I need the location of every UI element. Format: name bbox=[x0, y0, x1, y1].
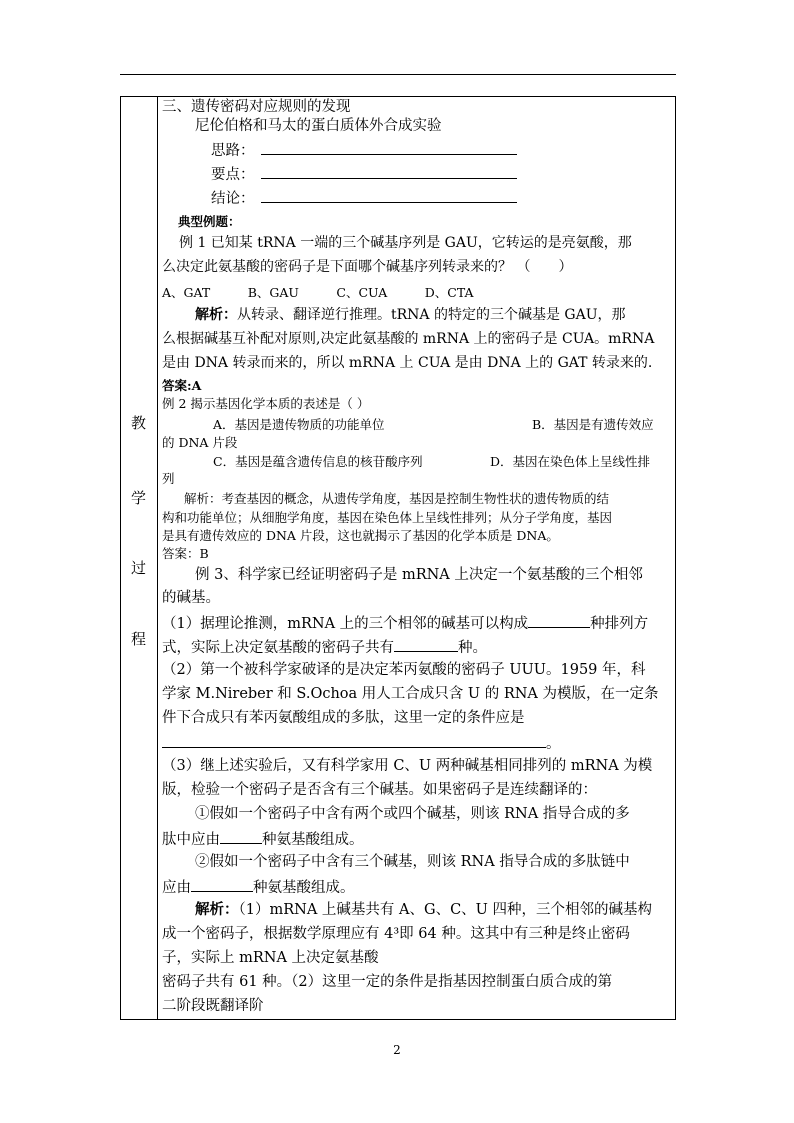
ex3-part3: 版，检验一个密码子是否含有三个碱基。如果密码子是连续翻译的： bbox=[162, 782, 597, 798]
ex3-part1-text: 种排列方 bbox=[590, 616, 649, 632]
conclusion-label: 结论： bbox=[211, 191, 255, 207]
ex3-part2: （2）第一个被科学家破译的是决定苯丙氨酸的密码子 UUU。1959 年，科 bbox=[162, 662, 646, 678]
section-title: 三、遗传密码对应规则的发现 bbox=[162, 99, 351, 115]
answer-blank bbox=[162, 733, 546, 748]
ex3-part1-text: 式，实际上决定氨基酸的密码子共有 bbox=[162, 640, 394, 656]
ex3-part3-text: 种氨基酸组成。 bbox=[262, 832, 364, 848]
ex3-intro: 例 3、科学家已经证明密码子是 mRNA 上决定一个氨基酸的三个相邻 bbox=[195, 567, 643, 583]
ex2-option-c: C．基因是蕴含遗传信息的核苷酸序列 bbox=[213, 454, 423, 469]
thinking-line bbox=[211, 140, 517, 160]
ex3-part1 bbox=[162, 637, 487, 657]
side-label-char: 过 bbox=[130, 559, 146, 577]
ex3-part3 bbox=[162, 829, 364, 849]
ex2-option-d: D．基因在染色体上呈线性排 bbox=[490, 454, 651, 469]
ex3-part2-answer bbox=[162, 733, 561, 753]
ex1-question: 么决定此氨基酸的密码子是下面哪个碱基序列转录来的？ （ ） bbox=[162, 259, 573, 275]
ex3-part2: 件下合成只有苯丙氨酸组成的多肽，这里一定的条件应是 bbox=[162, 710, 525, 726]
ex2-option-a: A．基因是遗传物质的功能单位 bbox=[213, 417, 385, 432]
ex3-analysis bbox=[195, 901, 652, 919]
side-label-char: 学 bbox=[130, 489, 146, 507]
section-subtitle: 尼伦伯格和马太的蛋白质体外合成实验 bbox=[195, 118, 442, 134]
ex1-options: A、GAT B、GAU C、CUA D、CTA bbox=[162, 285, 474, 300]
ex1-question: 例 1 已知某 tRNA 一端的三个碱基序列是 GAU，它转运的是亮氨酸，那 bbox=[179, 235, 632, 251]
ex2-option-b: 的 DNA 片段 bbox=[162, 435, 238, 450]
ex3-part2: 学家 M.Nireber 和 S.Ochoa 用人工合成只含 U 的 RNA 为模版，在一定条 bbox=[162, 686, 659, 702]
ex3-intro: 的碱基。 bbox=[162, 590, 220, 606]
ex1-analysis-label: 解析： bbox=[195, 307, 237, 323]
thinking-label: 思路： bbox=[211, 143, 255, 159]
ex3-analysis: 二阶段既翻译阶 bbox=[162, 998, 264, 1014]
ex2-analysis: 解析：考查基因的概念，从遗传学角度，基因是控制生物性状的遗传物质的结 bbox=[184, 491, 610, 506]
points-line bbox=[211, 164, 517, 184]
ex1-analysis bbox=[195, 306, 626, 324]
points-label: 要点： bbox=[211, 167, 255, 183]
ex3-analysis-label: 解析： bbox=[195, 901, 239, 918]
typical-heading: 典型例题： bbox=[178, 214, 241, 229]
points-blank bbox=[261, 164, 517, 179]
side-label-char: 教 bbox=[130, 414, 146, 432]
ex2-option-d: 列 bbox=[162, 471, 175, 486]
ex3-part2-end: 。 bbox=[546, 736, 561, 752]
side-label-char: 程 bbox=[130, 630, 146, 648]
ex3-analysis: 子，实际上 mRNA 上决定氨基酸 bbox=[162, 950, 379, 966]
ex3-part3: ②假如一个密码子中含有三个碱基，则该 RNA 指导合成的多肽链中 bbox=[195, 854, 630, 870]
ex3-analysis: 密码子共有 61 种。（2）这里一定的条件是指基因控制蛋白质合成的第 bbox=[162, 974, 613, 990]
conclusion-blank bbox=[261, 188, 517, 203]
ex2-analysis: 是具有遗传效应的 DNA 片段，这也就揭示了基因的化学本质是 DNA。 bbox=[162, 528, 559, 543]
thinking-blank bbox=[261, 140, 517, 155]
ex3-part3 bbox=[162, 877, 355, 897]
column-divider bbox=[157, 96, 158, 1020]
ex3-part3: （3）继上述实验后，又有科学家用 C、U 两种碱基相同排列的 mRNA 为模 bbox=[162, 758, 653, 774]
ex1-analysis: 么根据碱基互补配对原则,决定此氨基酸的 mRNA 上的密码子是 CUA。mRNA bbox=[162, 331, 655, 347]
ex3-part3: ①假如一个密码子中含有两个或四个碱基，则该 RNA 指导合成的多 bbox=[195, 806, 630, 822]
ex3-analysis: 成一个密码子，根据数学原理应有 4³即 64 种。这其中有三种是终止密码 bbox=[162, 926, 630, 942]
ex2-answer: 答案：B bbox=[162, 546, 209, 561]
ex3-part1-text: （1）据理论推测，mRNA 上的三个相邻的碱基可以构成 bbox=[162, 616, 529, 632]
ex2-analysis: 构和功能单位；从细胞学角度，基因在染色体上呈线性排列；从分子学角度，基因 bbox=[162, 510, 613, 525]
answer-blank bbox=[528, 613, 590, 628]
ex3-part1 bbox=[162, 613, 648, 633]
ex3-part3-text: 肽中应由 bbox=[162, 832, 220, 848]
ex2-option-b: B．基因是有遗传效应 bbox=[532, 417, 654, 432]
page-number: 2 bbox=[393, 1043, 401, 1057]
answer-blank bbox=[394, 637, 458, 652]
answer-blank bbox=[220, 829, 262, 844]
ex1-answer: 答案:A bbox=[162, 378, 202, 393]
ex3-part3-text: 种氨基酸组成。 bbox=[253, 880, 355, 896]
ex1-analysis-text: 从转录、翻译逆行推理。tRNA 的特定的三个碱基是 GAU，那 bbox=[237, 307, 626, 323]
ex3-part3-text: 应由 bbox=[162, 880, 191, 896]
header-rule bbox=[120, 74, 676, 75]
conclusion-line bbox=[211, 188, 517, 208]
ex2-question: 例 2 揭示基因化学本质的表述是（ ） bbox=[162, 396, 370, 411]
ex1-analysis: 是由 DNA 转录而来的，所以 mRNA 上 CUA 是由 DNA 上的 GAT 转录来的. bbox=[162, 355, 653, 371]
answer-blank bbox=[191, 877, 253, 892]
ex3-part1-text: 种。 bbox=[458, 640, 487, 656]
ex3-analysis-text: （1）mRNA 上碱基共有 A、G、C、U 四种，三个相邻的碱基构 bbox=[238, 902, 652, 918]
